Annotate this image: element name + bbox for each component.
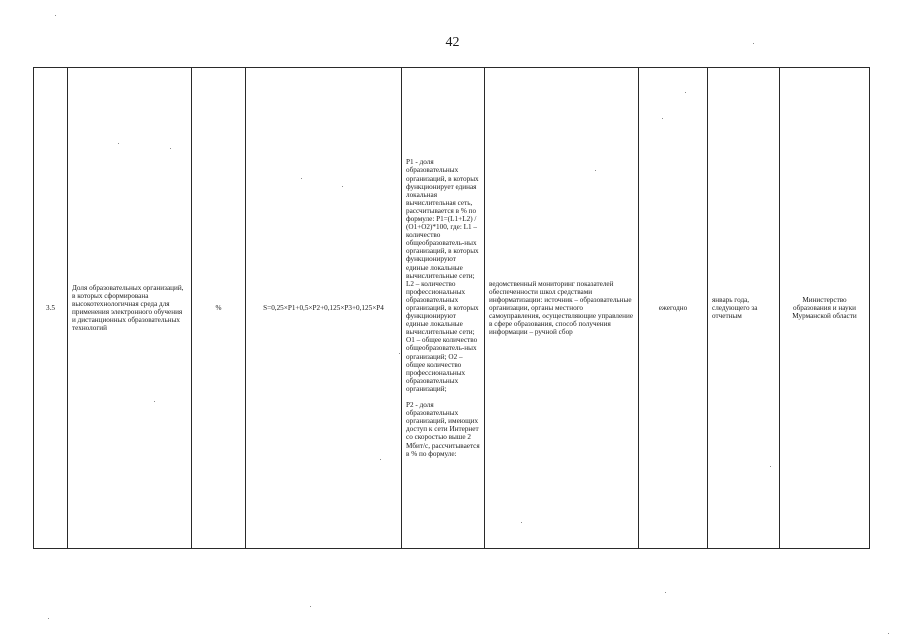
scan-speck (55, 15, 56, 16)
definition-gap (406, 393, 480, 401)
table-row (34, 68, 870, 549)
scan-speck (753, 43, 754, 44)
data-source-cell: ведомственный мониторинг показателей обеспеченности школ средствами информатизации: источник – образовательные организации, органы местного самоуправления, осуществляющие управление в сфере образования, способ получения информации – ручной сбор (485, 68, 639, 549)
formula-cell: S=0,25×P1+0,5×P2+0,125×P3+0,125×P4 (246, 68, 402, 549)
page-number: 42 (445, 35, 460, 50)
scan-speck (770, 466, 771, 467)
scan-speck (399, 353, 400, 354)
indicator-name-cell: Доля образовательных организаций, в которых сформирована высокотехнологичная среда для применения электронного обучения и дистанционных образовательных технологий (68, 68, 192, 549)
scan-speck (170, 148, 171, 149)
scan-speck (154, 401, 155, 402)
scan-speck (310, 606, 311, 607)
indicator-table (33, 67, 870, 549)
scan-speck (301, 178, 302, 179)
row-index-cell: 3.5 (34, 68, 68, 549)
scan-speck (118, 143, 119, 144)
scan-speck (888, 633, 889, 634)
scan-speck (342, 186, 343, 187)
responsible-cell: Министерство образования и науки Мурманской области (780, 68, 870, 549)
scan-speck (685, 92, 686, 93)
deadline-cell: январь года, следующего за отчетным (708, 68, 780, 549)
scan-speck (48, 618, 49, 619)
definition-p1-text: P1 - доля образовательных организаций, в которых функционирует единая локальная вычислительная сеть, рассчитывается в % по формуле: P1=(L1+L2) / (O1+O2)*100, где: L1 – количество общеобразователь-ных организаций, в которых функционируют единые локальные вычислительные сети; L2 – количество профессиональных образовательных организаций, в которых функционируют единые локальные вычислительные сети; O1 – общее количество общеобразователь-ных организаций; O2 – общее количество профессиональных образовательных организаций; (406, 158, 479, 393)
frequency-cell: ежегодно (639, 68, 708, 549)
scan-speck (595, 170, 596, 171)
scan-speck (665, 592, 666, 593)
scan-speck (380, 459, 381, 460)
definition-p2-text: P2 - доля образовательных организаций, имеющих доступ к сети Интернет со скоростью выше 2 Мбит/с, рассчитывается в % по формуле: (406, 401, 480, 458)
scan-speck (662, 118, 663, 119)
scan-speck (521, 522, 522, 523)
unit-cell: % (192, 68, 246, 549)
definition-cell (402, 68, 485, 549)
